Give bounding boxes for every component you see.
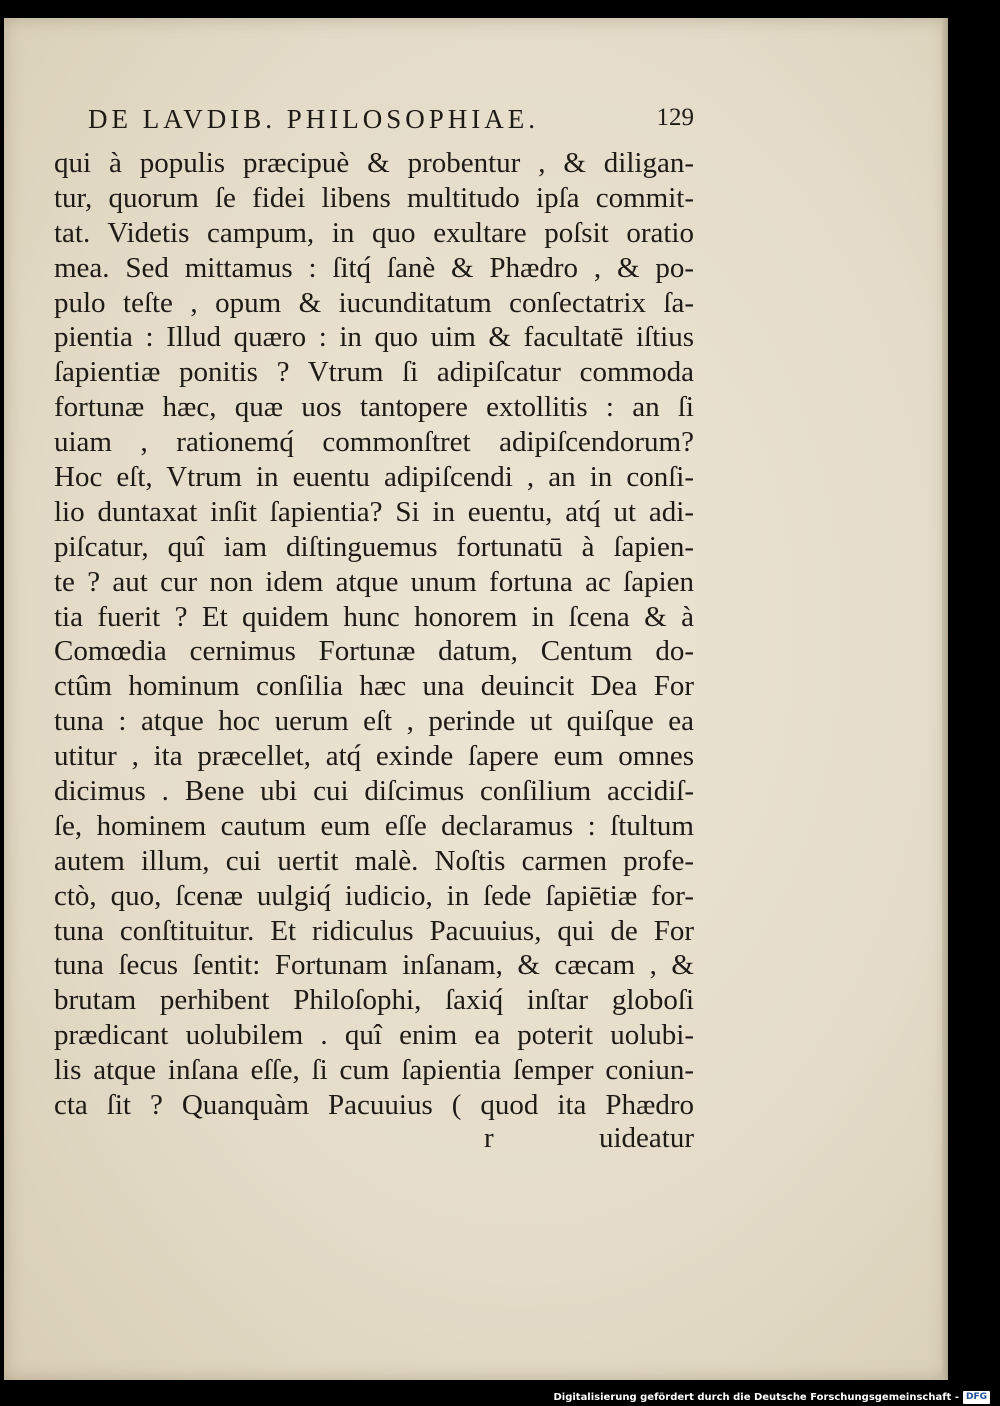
text-line: Comœdia cernimus Fortunæ datum, Centum do- [54, 635, 694, 668]
text-line: dicimus . Bene ubi cui diſcimus conſilium accidiſ- [54, 775, 694, 808]
text-line: lio duntaxat inſit ſapientia? Si in euentu, atq́ ut adi- [54, 495, 694, 528]
running-title: DE LAVDIB. PHILOSOPHIAE. [88, 104, 540, 134]
text-line: autem illum, cui uertit malè. Noſtis carmen profe- [54, 844, 694, 877]
text-line: lis atque inſana eſſe, ſi cum ſapientia ſemper coniun- [54, 1054, 694, 1087]
text-line: pientia : Illud quæro : in quo uim & facultatē iſtius [54, 321, 694, 354]
page-number: 129 [656, 104, 694, 131]
book-page [4, 18, 948, 1380]
dfg-logo[interactable]: DFG [963, 1391, 990, 1404]
text-line: qui à populis præcipuè & probentur , & diligan- [54, 147, 694, 179]
text-line: mea. Sed mittamus : ſitq́ ſanè & Phædro , & po- [54, 251, 694, 284]
page-header [88, 104, 694, 144]
text-line: brutam perhibent Philoſophi, ſaxiq́ inſtar globoſi [54, 984, 694, 1017]
text-line: tat. Videtis campum, in quo exultare poſsit oratio [54, 216, 694, 249]
text-line: cta ſit ? Quanquàm Pacuuius ( quod ita Phædro [54, 1089, 694, 1122]
text-line: piſcatur, quî iam diſtinguemus fortunatū à ſapien- [54, 530, 694, 563]
text-line: prædicant uolubilem . quî enim ea poterit uolubi- [54, 1019, 694, 1052]
text-line: tuna conſtituitur. Et ridiculus Pacuuius, qui de For [54, 914, 694, 947]
text-line: fortunæ hæc, quæ uos tantopere extollitis : an ſi [54, 391, 694, 424]
text-line: tia fuerit ? Et quidem hunc honorem in ſcena & à [54, 600, 694, 633]
signature-mark: r [484, 1122, 494, 1154]
text-line: ſe, hominem cautum eum eſſe declaramus : ſtultum [54, 809, 694, 842]
page-edge [942, 18, 948, 1380]
text-line: tuna ſecus ſentit: Fortunam inſanam, & cæcam , & [54, 949, 694, 982]
text-line: utitur , ita præcellet, atq́ exinde ſapere eum omnes [54, 740, 694, 773]
text-line: Hoc eſt, Vtrum in euentu adipiſcendi , an in conſi- [54, 461, 694, 494]
credit-text: Digitalisierung gefördert durch die Deutsche Forschungsgemeinschaft - [553, 1391, 959, 1403]
text-line: ſapientiæ ponitis ? Vtrum ſi adipiſcatur commoda [54, 356, 694, 389]
text-line: ctûm hominum conſilia hæc una deuincit Dea For [54, 670, 694, 703]
page-footer [54, 1122, 694, 1162]
body-text [54, 146, 694, 1123]
text-line: tur, quorum ſe fidei libens multitudo ipſa commit- [54, 181, 694, 214]
catchword: uideatur [598, 1122, 694, 1154]
text-line: ctò, quo, ſcenæ uulgiq́ iudicio, in ſede ſapiētiæ for- [54, 879, 694, 912]
funding-credit [553, 1389, 990, 1405]
text-line: tuna : atque hoc uerum eſt , perinde ut quiſque ea [54, 705, 694, 738]
text-line: te ? aut cur non idem atque unum fortuna ac ſapien [54, 565, 694, 598]
text-line: pulo teſte , opum & iucunditatum conſectatrix ſa- [54, 286, 694, 319]
text-line: uiam , rationemq́ commonſtret adipiſcendorum? [54, 426, 694, 459]
